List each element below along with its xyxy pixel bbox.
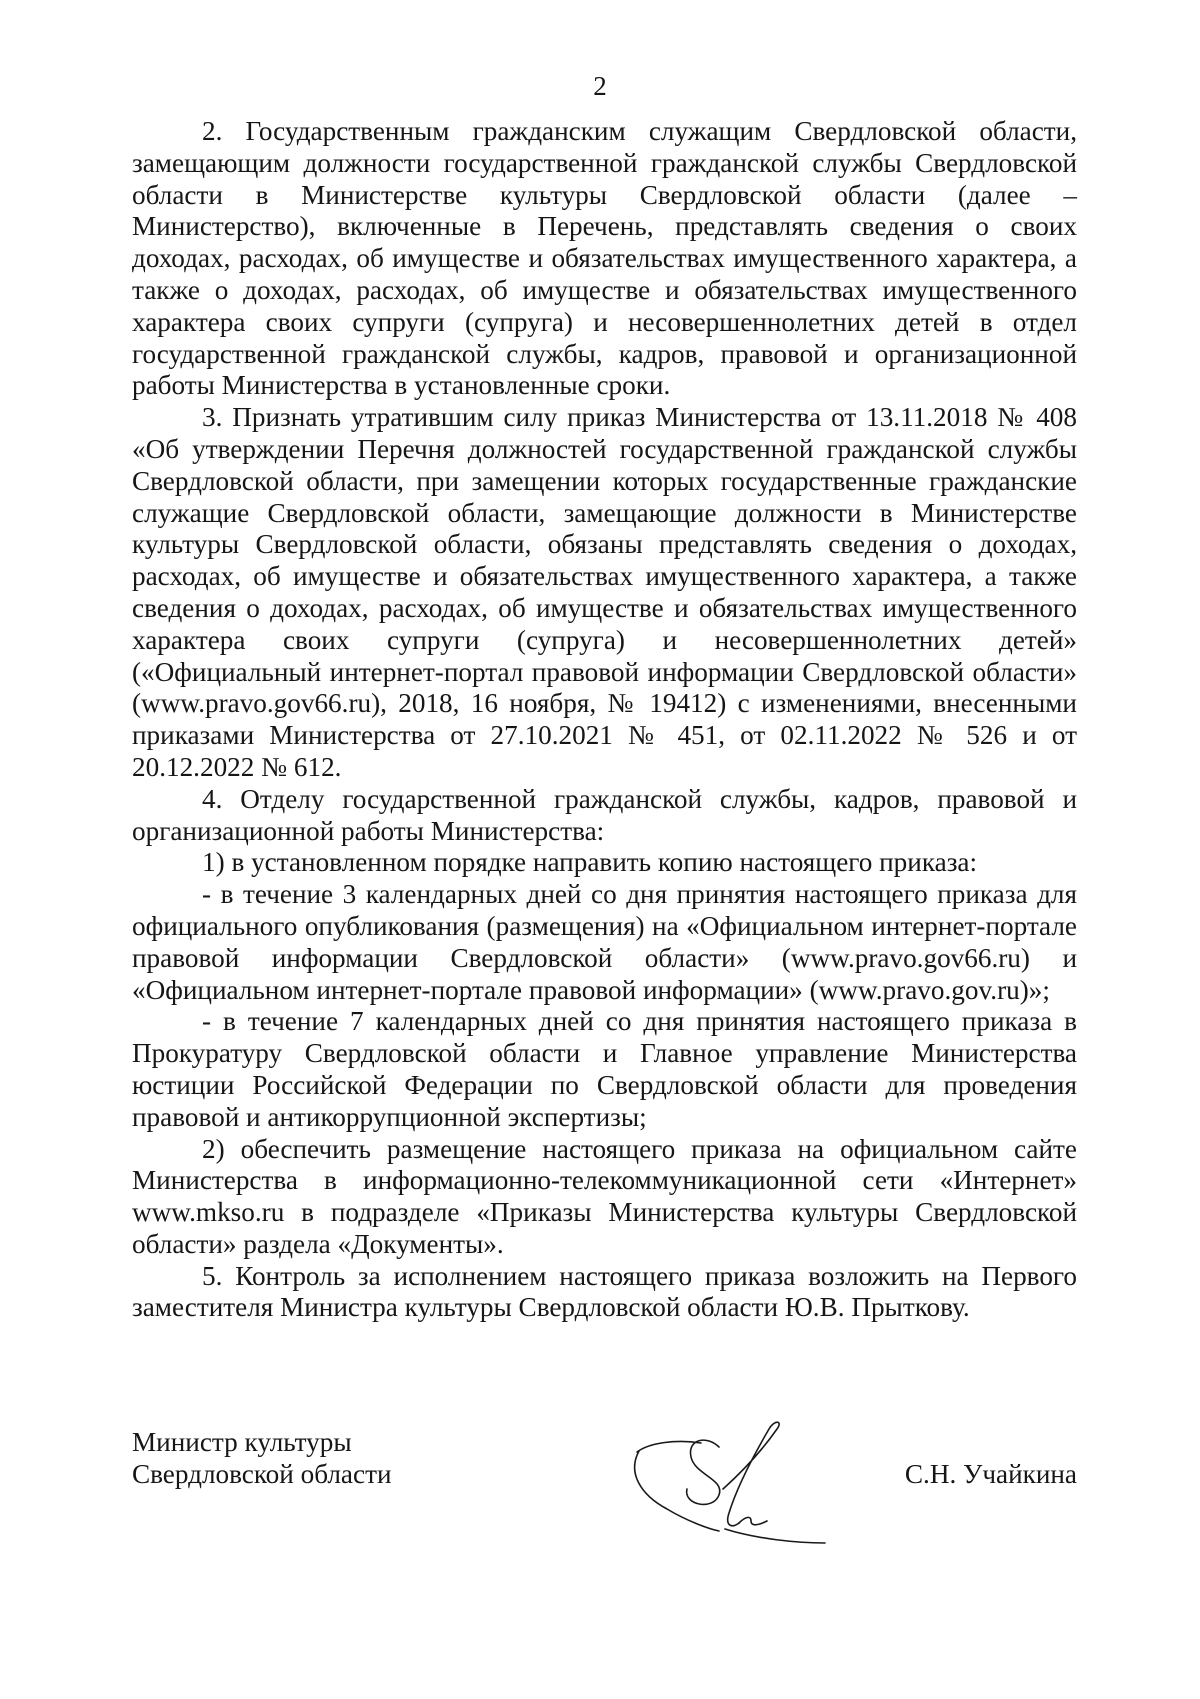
signature-block — [132, 1427, 1077, 1547]
paragraph-4-item-1-dash-2: - в течение 7 календарных дней со дня принятия настоящего приказа в Прокуратуру Свердловской области и Главное управление Министерства юстиции Российской Федерации по Свердловской области для проведения правовой и антикоррупционной экспертизы; — [132, 1006, 1077, 1132]
paragraph-4: 4. Отделу государственной гражданской службы, кадров, правовой и организационной работы Министерства: — [132, 783, 1077, 846]
signer-title-line-2: Свердловской области — [132, 1458, 392, 1489]
paragraph-5: 5. Контроль за исполнением настоящего приказа возложить на Первого заместителя Министра культуры Свердловской области Ю.В. Прыткову. — [132, 1260, 1077, 1323]
page-number: 2 — [593, 71, 607, 101]
handwritten-signature — [627, 1417, 847, 1567]
paragraph-2: 2. Государственным гражданским служащим Свердловской области, замещающим должности государственной гражданской службы Свердловской области в Министерстве культуры Свердловской области (далее – Министерство), включенные в Перечень, представлять сведения о своих доходах, расходах, об имуществе и обязательствах имущественного характера, а также о доходах, расходах, об имуществе и обязательствах имущественного характера своих супруги (супруга) и несовершеннолетних детей в отдел государственной гражданской службы, кадров, правовой и организационной работы Министерства в установленные сроки. — [132, 116, 1077, 401]
document-body — [132, 116, 1077, 1324]
paragraph-4-item-2: 2) обеспечить размещение настоящего приказа на официальном сайте Министерства в информационно-телекоммуникационной сети «Интернет» www.mkso.ru в подразделе «Приказы Министерства культуры Свердловской области» раздела «Документы». — [132, 1133, 1077, 1259]
paragraph-4-item-1-dash-1: - в течение 3 календарных дней со дня принятия настоящего приказа для официального опубликования (размещения) на «Официальном интернет-портале правовой информации Свердловской области» (www.pravo.gov66.ru) и «Официальном интернет-портале правовой информации» (www.pravo.gov.ru)»; — [132, 879, 1077, 1005]
paragraph-4-item-1: 1) в установленном порядке направить копию настоящего приказа: — [202, 847, 978, 878]
signer-title — [132, 1427, 532, 1491]
paragraph-3: 3. Признать утратившим силу приказ Министерства от 13.11.2018 № 408 «Об утверждении Перечня должностей государственной гражданской службы Свердловской области, при замещении которых государственные гражданские служащие Свердловской области, замещающие должности в Министерстве культуры Свердловской области, обязаны представлять сведения о доходах, расходах, об имуществе и обязательствах имущественного характера, а также сведения о доходах, расходах, об имуществе и обязательствах имущественного характера своих супруги (супруга) и несовершеннолетних детей» («Официальный интернет-портал правовой информации Свердловской области» (www.pravo.gov66.ru), 2018, 16 ноября, № 19412) с изменениями, внесенными приказами Министерства от 27.10.2021 № 451, от 02.11.2022 № 526 и от 20.12.2022 № 612. — [132, 402, 1077, 782]
signer-title-line-1: Министр культуры — [132, 1427, 352, 1457]
signer-name: С.Н. Учайкина — [904, 1458, 1077, 1489]
